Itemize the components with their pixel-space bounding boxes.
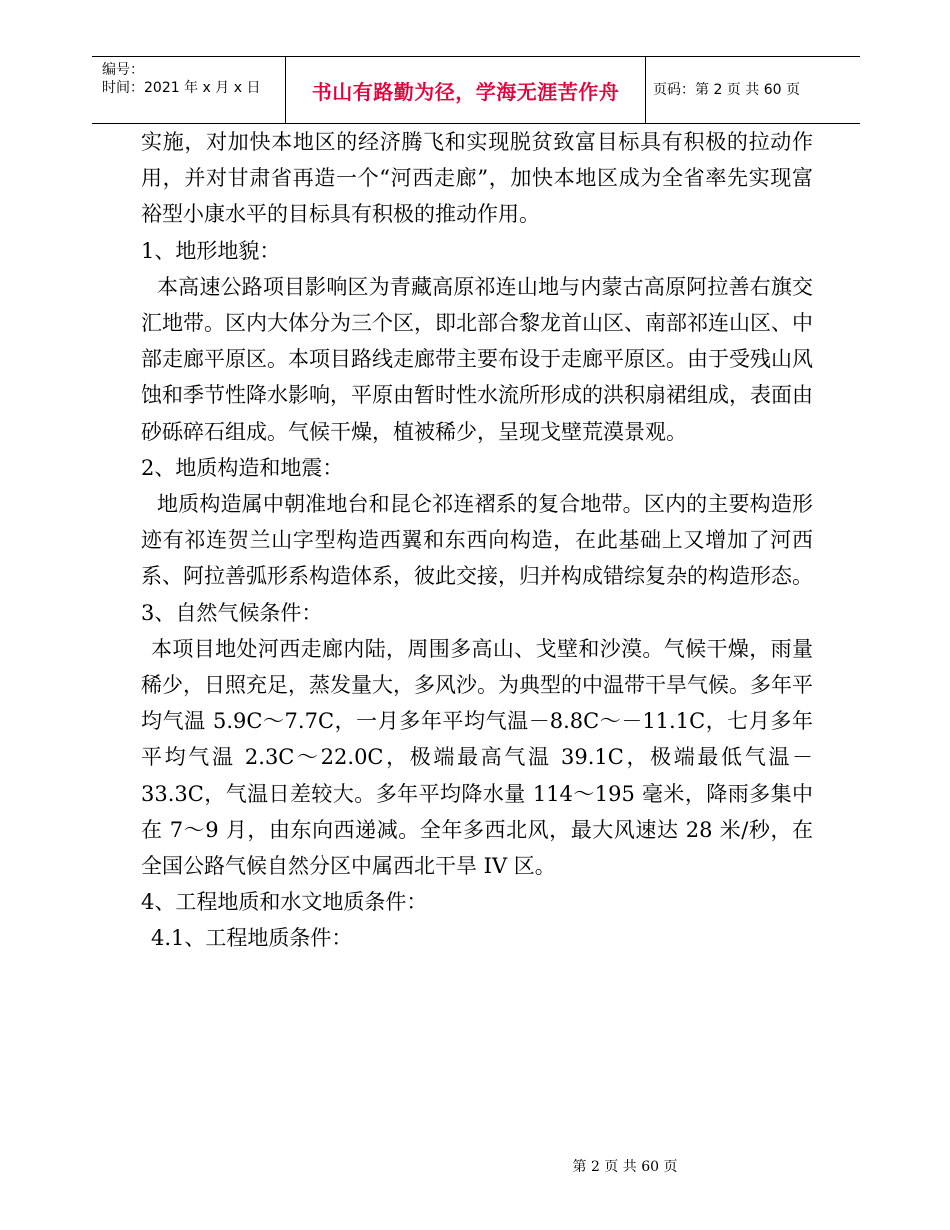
paragraph-geology: 地质构造属中朝准地台和昆仑祁连褶系的复合地带。区内的主要构造形迹有祁连贺兰山字型构造西翼和东西向构造，在此基础上又增加了河西系、阿拉善弧形系构造体系，彼此交接，归并构成错综复杂的构造形态。 bbox=[141, 492, 813, 589]
section-heading-geology: 2、地质构造和地震： bbox=[141, 455, 344, 480]
header-motto-cell bbox=[285, 57, 646, 123]
header-page-cell bbox=[645, 57, 860, 123]
paragraph-climate: 本项目地处河西走廊内陆，周围多高山、戈壁和沙漠。气候干燥，雨量稀少，日照充足，蒸发量大，多风沙。为典型的中温带干旱气候。多年平均气温 5.9C～7.7C，一月多年平均气温－8.8C～－11.1C，七月多年平均气温 2.3C～22.0C，极端最高气温 39.1C，极端最低气温－33.3C，气温日差较大。多年平均降水量 114～195 毫米，降雨多集中在 7～9 月，由东向西递减。全年多西北风，最大风速达 28 米/秒，在全国公路气候自然分区中属西北干旱 IV 区。 bbox=[141, 636, 813, 879]
document-body bbox=[141, 124, 813, 957]
section-heading-engineering: 4、工程地质和水文地质条件： bbox=[141, 890, 428, 915]
serial-label: 编号： bbox=[102, 62, 144, 78]
paragraph-terrain: 本高速公路项目影响区为青藏高原祁连山地与内蒙古高原阿拉善右旗交汇地带。区内大体分为三个区，即北部合黎龙首山区、南部祁连山区、中部走廊平原区。本项目路线走廊带主要布设于走廊平原区。由于受残山风蚀和季节性降水影响，平原由暂时性水流所形成的洪积扇裙组成，表面由砂砾碎石组成。气候干燥，植被稀少，呈现戈壁荒漠景观。 bbox=[141, 274, 813, 444]
header-page-code: 页码：第 2 页 共 60 页 bbox=[653, 82, 800, 98]
header-motto: 书山有路勤为径，学海无涯苦作舟 bbox=[311, 79, 620, 104]
section-heading-terrain: 1、地形地貌： bbox=[141, 238, 281, 263]
page-header bbox=[92, 56, 860, 124]
subsection-heading-engineering-geology: 4.1、工程地质条件： bbox=[151, 926, 353, 951]
page-footer: 第 2 页 共 60 页 bbox=[572, 1159, 678, 1175]
header-meta bbox=[92, 57, 285, 123]
time-label: 时间：2021 年 x 月 x 日 bbox=[102, 80, 261, 96]
paragraph-intro: 实施，对加快本地区的经济腾飞和实现脱贫致富目标具有积极的拉动作用，并对甘肃省再造一个“河西走廊”，加快本地区成为全省率先实现富裕型小康水平的目标具有积极的推动作用。 bbox=[141, 130, 813, 227]
section-heading-climate: 3、自然气候条件： bbox=[141, 600, 323, 625]
